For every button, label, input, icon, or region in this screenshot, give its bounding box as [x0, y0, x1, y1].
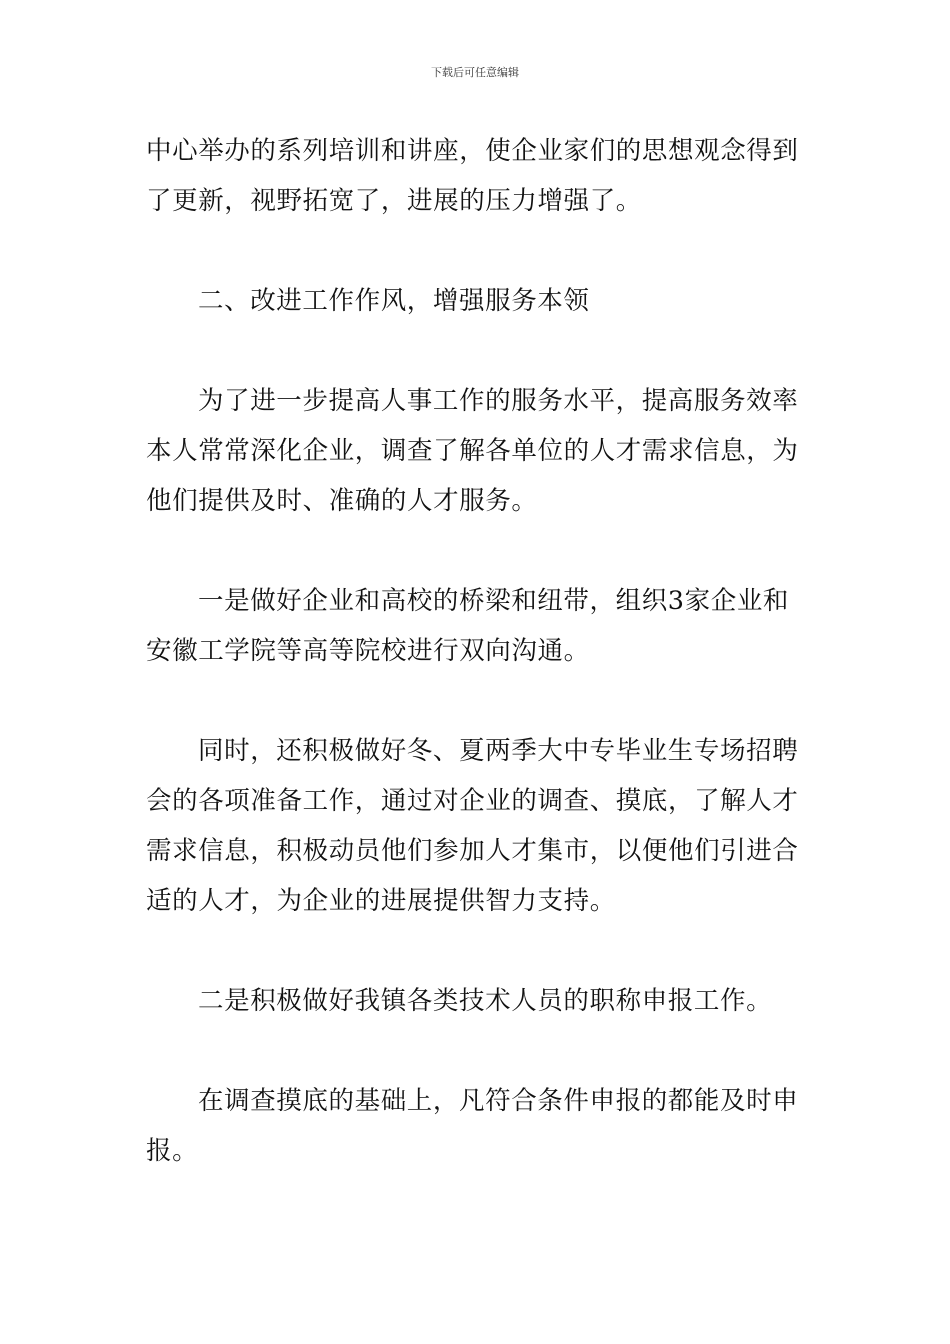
- paragraph-service-level: 为了进一步提高人事工作的服务水平，提高服务效率本人常常深化企业，调查了解各单位的人才需求信息，为他们提供及时、准确的人才服务。: [146, 386, 799, 516]
- paragraph-title-application: 二是积极做好我镇各类技术人员的职称申报工作。: [198, 986, 773, 1016]
- paragraph-bridge: 一是做好企业和高校的桥梁和纽带，组织3家企业和安徽工学院等高等院校进行双向沟通。: [146, 586, 790, 666]
- page-header: 下载后可任意编辑: [431, 66, 519, 79]
- document-body: [146, 126, 810, 1176]
- section-heading: 二、改进工作作风，增强服务本领: [198, 286, 590, 316]
- paragraph-job-fair: 同时，还积极做好冬、夏两季大中专毕业生专场招聘会的各项准备工作，通过对企业的调查、摸底，了解人才需求信息，积极动员他们参加人才集市，以便他们引进合适的人才，为企业的进展提供智力支持。: [146, 736, 799, 916]
- paragraph-continuation: 中心举办的系列培训和讲座，使企业家们的思想观念得到了更新，视野拓宽了，进展的压力增强了。: [146, 136, 799, 216]
- paragraph-survey: 在调查摸底的基础上，凡符合条件申报的都能及时申报。: [146, 1086, 799, 1166]
